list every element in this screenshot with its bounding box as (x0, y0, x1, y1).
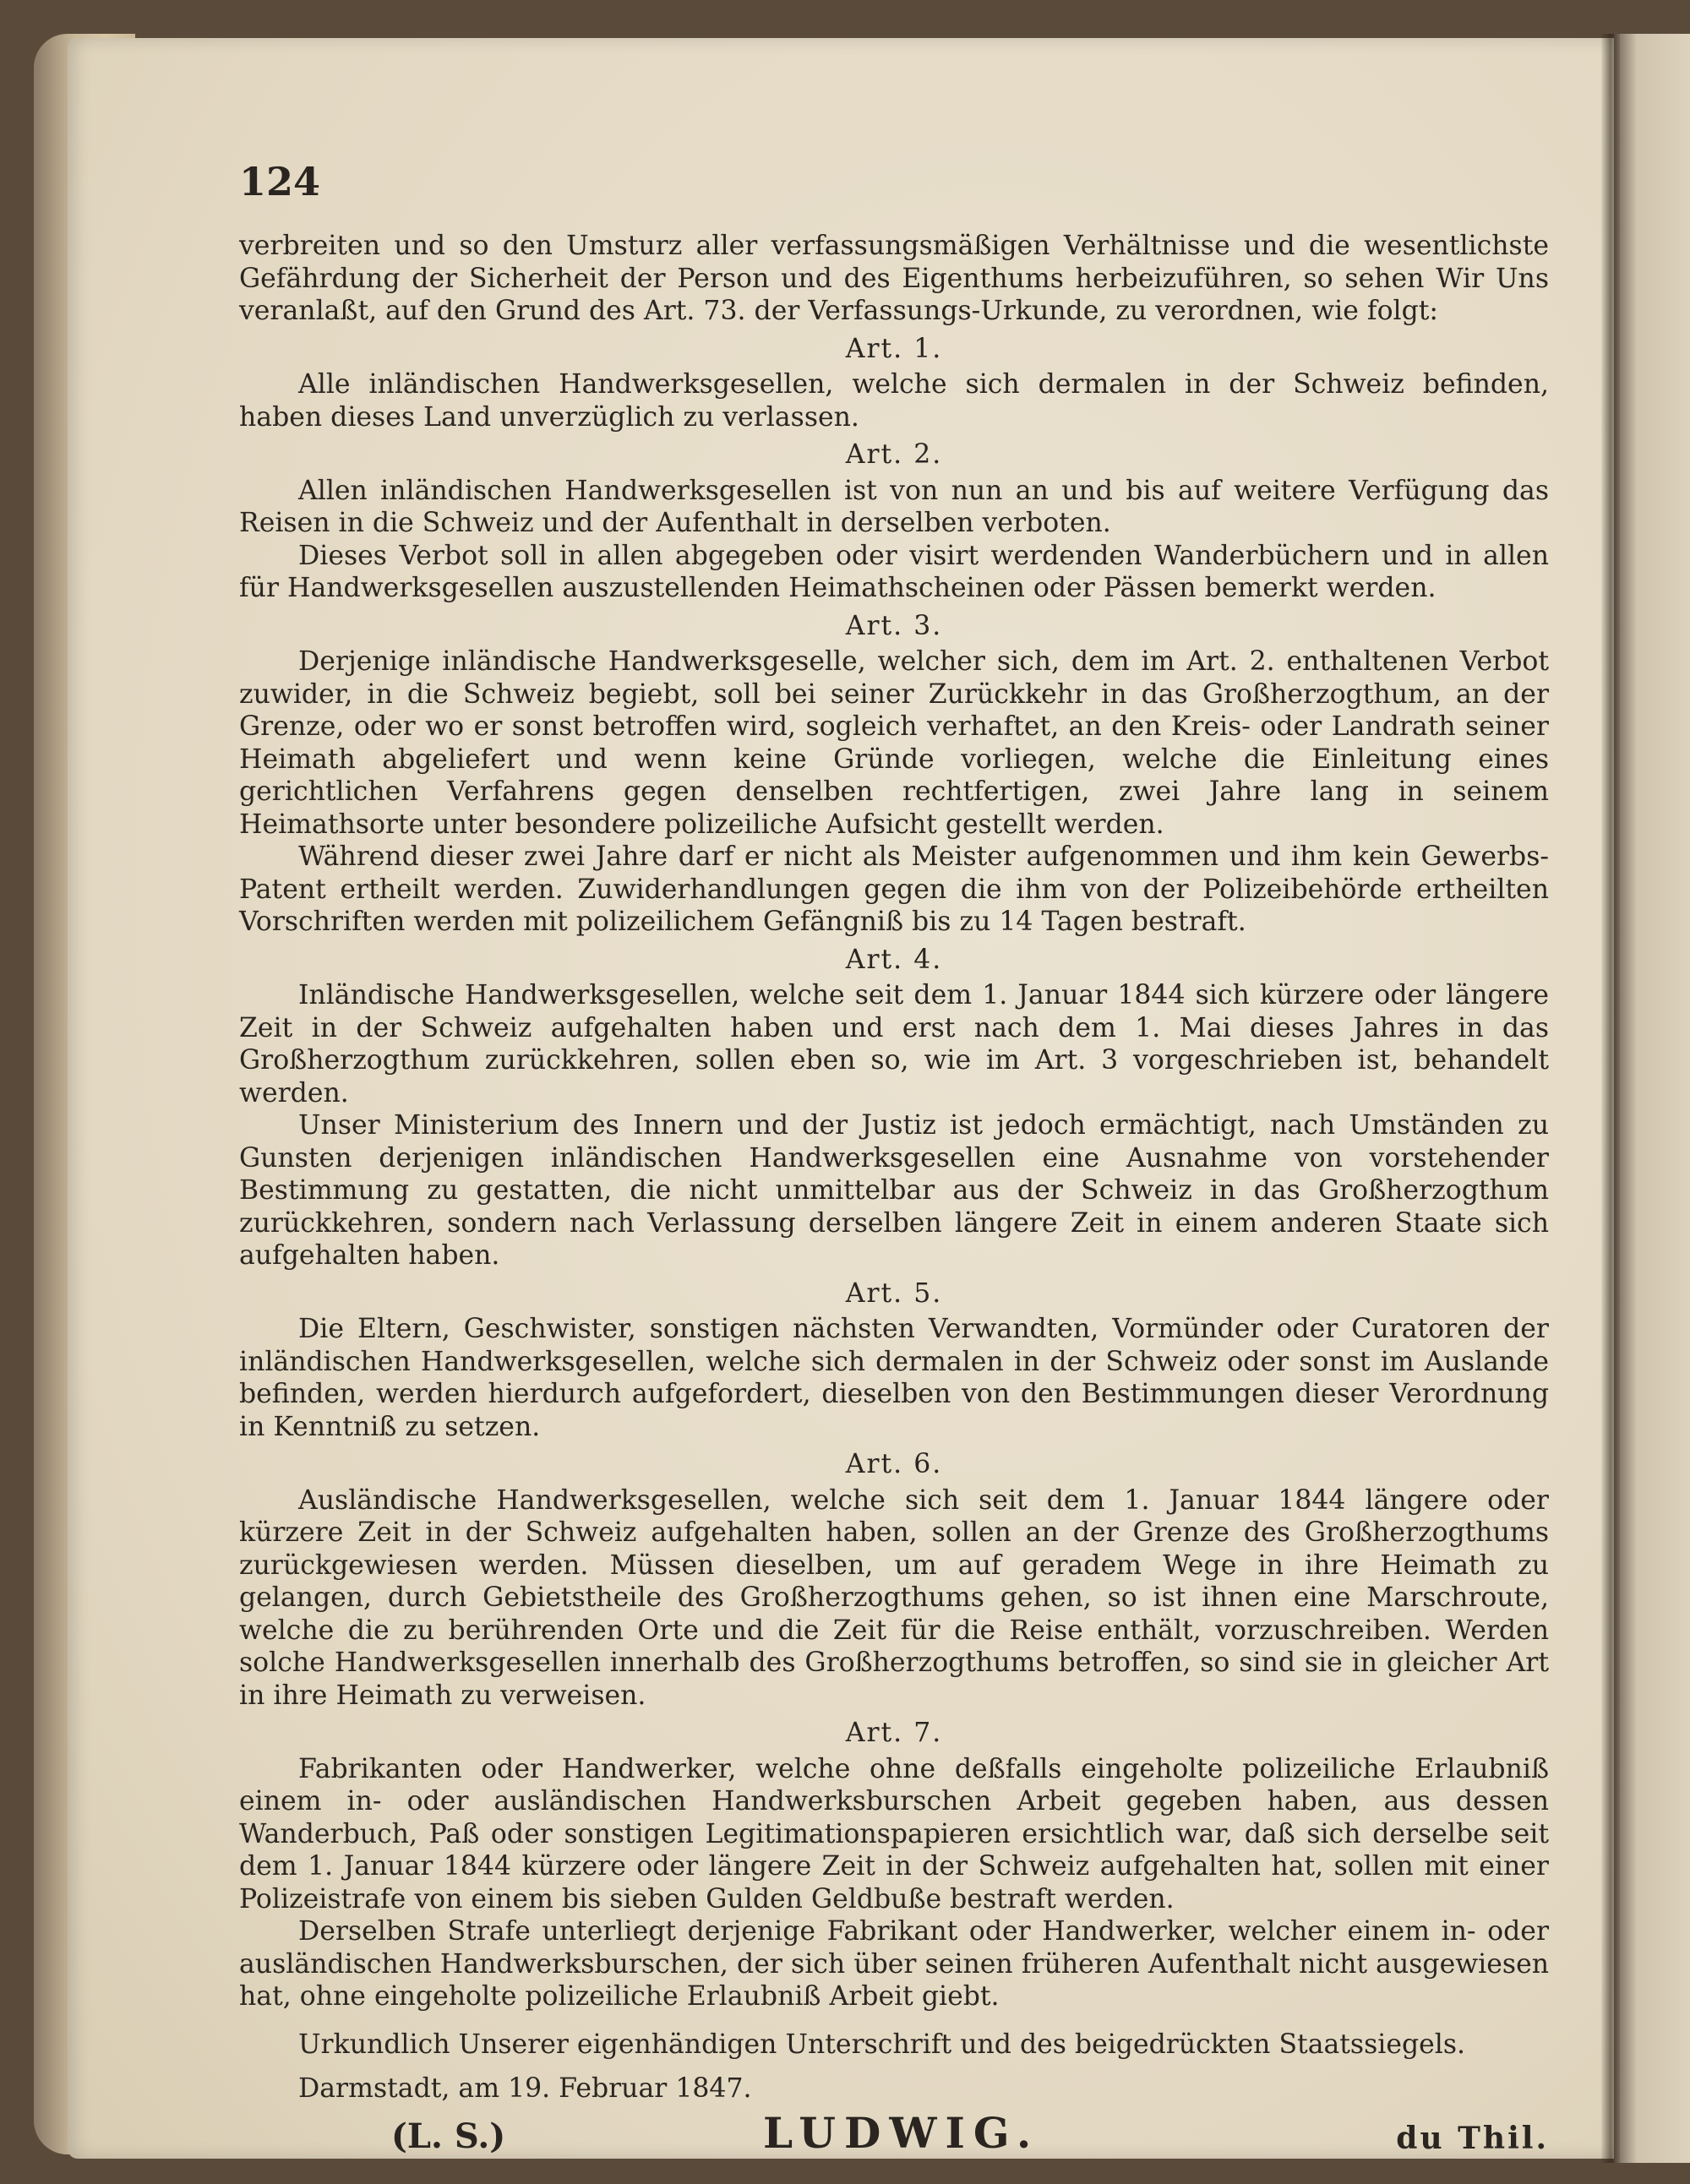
article-2-paragraph-2: Dieses Verbot soll in allen abgegeben oder visirt werdenden Wanderbüchern und in allen für Handwerksgesellen auszustellenden Heimathscheinen oder Pässen bemerkt werden. (239, 540, 1549, 603)
article-7-heading: Art. 7. (845, 1718, 943, 1748)
intro-paragraph: verbreiten und so den Umsturz aller verfassungsmäßigen Verhältnisse und die wesentlichste Gefährdung der Sicherheit der Person und des Eigenthums herbeizuführen, so sehen Wir Uns veranlaßt, auf den Grund des Art. 73. der Verfassungs-Urkunde, zu verordnen, wie folgt: (239, 231, 1549, 326)
document-text (239, 230, 1549, 2180)
article-7-paragraph-1: Fabrikanten oder Handwerker, welche ohne deßfalls eingeholte polizeiliche Erlaubniß einem in- oder ausländischen Handwerksburschen Arbeit gegeben haben, aus dessen Wanderbuch, Paß oder sonstigen Legitimationspapieren ersichtlich war, daß sich derselbe seit dem 1. Januar 1844 kürzere oder längere Zeit in der Schweiz aufgehalten hat, sollen mit einer Polizeistrafe von einem bis sieben Gulden Geldbuße bestraft werden. (239, 1753, 1549, 1914)
article-3-heading: Art. 3. (845, 610, 943, 641)
article-6-heading: Art. 6. (845, 1449, 943, 1479)
article-6-paragraph: Ausländische Handwerksgesellen, welche sich seit dem 1. Januar 1844 längere oder kürzere Zeit in der Schweiz aufgehalten haben, sollen an der Grenze des Großherzogthums zurückgewiesen werden. Müssen dieselben, um auf geradem Wege in ihre Heimath zu gelangen, durch Gebietstheile des Großherzogthums gehen, so ist ihnen eine Marschroute, welche die zu berührenden Orte und die Zeit für die Reise enthält, vorzuschreiben. Werden solche Handwerksgesellen innerhalb des Großherzogthums betroffen, so sind sie in gleicher Art in ihre Heimath zu verweisen. (239, 1484, 1549, 1711)
countersignature: du Thil. (1396, 2120, 1549, 2156)
signature-row (239, 2107, 1549, 2180)
date-line: Darmstadt, am 19. Februar 1847. (298, 2073, 752, 2104)
book-gutter (1601, 34, 1620, 2163)
article-2-heading: Art. 2. (845, 439, 943, 470)
article-1-paragraph: Alle inländischen Handwerksgesellen, welche sich dermalen in der Schweiz befinden, haben dieses Land unverzüglich zu verlassen. (239, 369, 1549, 433)
article-2-paragraph-1: Allen inländischen Handwerksgesellen ist von nun an und bis auf weitere Verfügung das Reisen in die Schweiz und der Aufenthalt in derselben verboten. (239, 475, 1549, 538)
seal-mark: (L. S.) (391, 2116, 506, 2156)
article-4-paragraph-2: Unser Ministerium des Innern und der Justiz ist jedoch ermächtigt, nach Umständen zu Gunsten derjenigen inländischen Handwerksgesellen eine Ausnahme von vorstehender Bestimmung zu gestatten, die nicht unmittelbar aus der Schweiz in das Großherzogthum zurückkehren, sondern nach Verlassung derselben längere Zeit in einem anderen Staate sich aufgehalten haben. (239, 1110, 1549, 1271)
article-3-paragraph-2: Während dieser zwei Jahre darf er nicht als Meister aufgenommen und ihm kein Gewerbs-Patent ertheilt werden. Zuwiderhandlungen gegen die ihm von der Polizeibehörde ertheilten Vorschriften werden mit polizeilichem Gefängniß bis zu 14 Tagen bestraft. (239, 841, 1549, 937)
article-5-paragraph: Die Eltern, Geschwister, sonstigen nächsten Verwandten, Vormünder oder Curatoren der inländischen Handwerksgesellen, welche sich dermalen in der Schweiz oder sonst im Auslande befinden, werden hierdurch aufgefordert, dieselben von den Bestimmungen dieser Verordnung in Kenntniß zu setzen. (239, 1314, 1549, 1442)
signature-ludwig: LUDWIG. (763, 2107, 1040, 2158)
article-3-paragraph-1: Derjenige inländische Handwerksgeselle, welcher sich, dem im Art. 2. enthaltenen Verbot zuwider, in die Schweiz begiebt, soll bei seiner Zurückkehr in das Großherzogthum, an der Grenze, oder wo er sonst betroffen wird, sogleich verhaftet, an den Kreis- oder Landrath seiner Heimath abgeliefert und wenn keine Gründe vorliegen, welche die Einleitung eines gerichtlichen Verfahrens gegen denselben rechtfertigen, zwei Jahre lang in seinem Heimathsorte unter besondere polizeiliche Aufsicht gestellt werden. (239, 646, 1549, 840)
article-4-paragraph-1: Inländische Handwerksgesellen, welche seit dem 1. Januar 1844 sich kürzere oder längere Zeit in der Schweiz aufgehalten haben und erst nach dem 1. Mai dieses Jahres in das Großherzogthum zurückkehren, sollen eben so, wie im Art. 3 vorgeschrieben ist, behandelt werden. (239, 980, 1549, 1108)
next-page-edge (1614, 34, 1690, 2163)
article-7-paragraph-2: Derselben Strafe unterliegt derjenige Fabrikant oder Handwerker, welcher einem in- oder ausländischen Handwerksburschen, der sich über seinen früheren Aufenthalt nicht ausgewiesen hat, ohne eingeholte polizeiliche Erlaubniß Arbeit giebt. (239, 1916, 1549, 2012)
page-number: 124 (239, 159, 321, 204)
article-1-heading: Art. 1. (845, 333, 943, 364)
article-5-heading: Art. 5. (845, 1277, 943, 1309)
closing-formula: Urkundlich Unserer eigenhändigen Unterschrift und des beigedrückten Staatssiegels. (298, 2029, 1466, 2060)
article-4-heading: Art. 4. (845, 944, 943, 975)
